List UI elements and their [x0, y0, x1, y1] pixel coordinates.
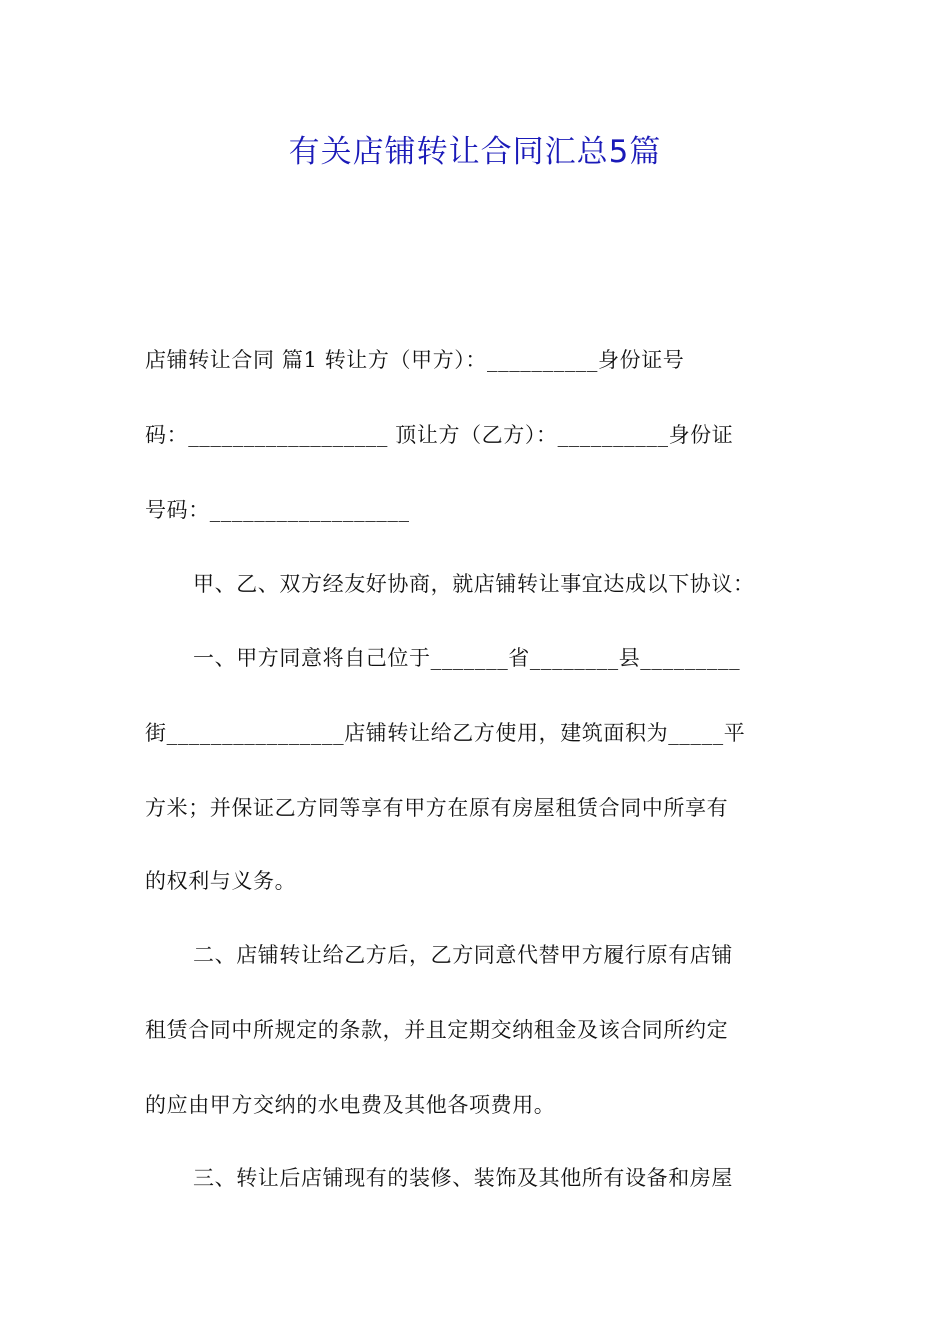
clause-one-line: 方米；并保证乙方同等享有甲方在原有房屋租赁合同中所享有: [145, 796, 729, 820]
clause-one-line: 街________________店铺转让给乙方使用，建筑面积为_____平: [145, 721, 746, 745]
paragraph-intro: 甲、乙、双方经友好协商，就店铺转让事宜达成以下协议：: [193, 572, 755, 596]
clause-two-line: 的应由甲方交纳的水电费及其他各项费用。: [145, 1093, 556, 1117]
clause-two-line: 租赁合同中所规定的条款，并且定期交纳租金及该合同所约定: [145, 1018, 729, 1042]
clause-two-line: 二、店铺转让给乙方后，乙方同意代替甲方履行原有店铺: [193, 943, 733, 967]
body-line: 号码：__________________: [145, 498, 410, 522]
clause-one-line: 一、甲方同意将自己位于_______省________县_________: [193, 646, 741, 670]
body-line: 码：__________________ 顶让方（乙方）：__________身份证: [145, 423, 734, 447]
document-title: 有关店铺转让合同汇总5篇: [288, 134, 662, 170]
body-line: 店铺转让合同 篇1 转让方（甲方）：__________身份证号: [145, 348, 685, 372]
clause-one-line: 的权利与义务。: [145, 869, 297, 893]
clause-three-line: 三、转让后店铺现有的装修、装饰及其他所有设备和房屋: [193, 1166, 733, 1190]
